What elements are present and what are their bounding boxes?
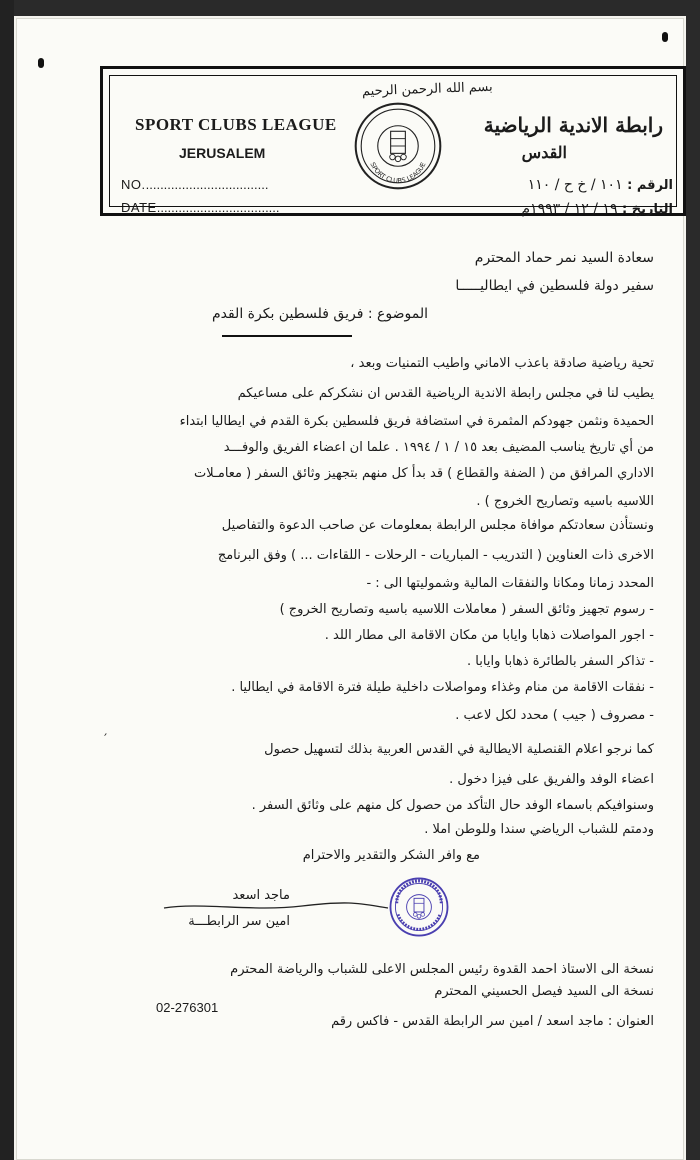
fax-number: 02-276301 [156, 1000, 219, 1015]
reference-field-arabic: الرقم : ١٠١ / خ ح / ١١٠ [527, 177, 673, 193]
org-city-arabic: القدس [521, 143, 567, 162]
expense-list-item: - رسوم تجهيز وثائق السفر ( معاملات اللاسيه باسيه وتصاريح الخروج ) [279, 602, 654, 617]
scan-border-right [686, 0, 700, 1160]
number-label: NO. [121, 177, 146, 192]
signatory-title: امين سر الرابطـــة [188, 914, 290, 929]
copy-recipient-line: نسخة الى السيد فيصل الحسيني المحترم [434, 984, 654, 999]
greeting-line: تحية رياضية صادقة باعذب الاماني واطيب التمنيات وبعد ، [350, 356, 654, 371]
expense-list-item: - نفقات الاقامة من منام وغذاء ومواصلات داخلية طيلة فترة الاقامة في ايطاليا . [231, 680, 654, 695]
date-field [121, 200, 280, 215]
body-text-line: كما نرجو اعلام القنصلية الايطالية في القدس العربية بذلك لتسهيل حصول [264, 742, 654, 757]
league-stamp-icon [388, 876, 450, 938]
expense-list-item: - مصروف ( جيب ) محدد لكل لاعب . [455, 708, 654, 723]
recipient-title: سفير دولة فلسطين في ايطاليـــــا [455, 278, 654, 294]
body-text-line: من أي تاريخ يناسب المضيف بعد ١٥ / ١ / ١٩٩٤ . علما ان اعضاء الفريق والوفـــد [223, 440, 654, 455]
subject-line: الموضوع : فريق فلسطين بكرة القدم [211, 306, 428, 322]
punch-mark [38, 58, 44, 68]
body-text-line: اعضاء الوفد والفريق على فيزا دخول . [449, 772, 654, 787]
signatory-name: ماجد اسعد [232, 888, 290, 903]
seal-text: SPORT CLUBS LEAGUE [368, 161, 428, 185]
body-text-line: وسنوافيكم باسماء الوفد حال التأكد من حصول كل منهم على وثائق السفر . [251, 798, 654, 813]
date-field-arabic: التاريخ : ١٩ / ١٢ / ١٩٩٣م [521, 201, 673, 217]
reference-label: الرقم [636, 178, 673, 193]
body-text-line: المحدد زمانا ومكانا والنفقات المالية وشموليتها الى : - [366, 576, 654, 591]
closing-line: مع وافر الشكر والتقدير والاحترام [302, 848, 480, 863]
league-seal-icon [352, 100, 444, 192]
date-label-arabic: التاريخ [631, 202, 673, 217]
body-text-line: اللاسيه باسيه وتصاريح الخروج ) . [476, 494, 654, 509]
svg-text:SPORT CLUBS LEAGUE [368, 161, 427, 185]
body-text-line: ودمتم للشباب الرياضي سندا وللوطن املا . [424, 822, 654, 837]
subject-underline [222, 335, 352, 337]
org-name-english: SPORT CLUBS LEAGUE [135, 115, 337, 134]
expense-list-item: - اجور المواصلات ذهابا وايابا من مكان الاقامة الى مطار اللد . [324, 628, 654, 643]
recipient-name: سعادة السيد نمر حماد المحترم [474, 250, 654, 266]
date-value-arabic: ١٩ / ١٢ / ١٩٩٣م [521, 201, 618, 217]
org-city-english: JERUSALEM [179, 145, 266, 161]
copy-recipient-line: نسخة الى الاستاذ احمد القدوة رئيس المجلس الاعلى للشباب والرياضة المحترم [230, 962, 654, 977]
date-dots: .................................. [156, 200, 280, 215]
number-dots: .................................. [145, 177, 269, 192]
body-text-line: الاداري المرافق من ( الضفة والقطاع ) قد بدأ كل منهم بتجهيز وثائق السفر ( معامـلات [194, 466, 654, 481]
body-text-line: الاخرى ذات العناوين ( التدريب - المباريات - الرحلات - اللقاءات ... ) وفق البرنامج [217, 548, 654, 563]
scan-border-top [0, 0, 700, 16]
body-text-line: الحميدة ونثمن جهودكم المثمرة في استضافة فريق فلسطين بكرة القدم في ايطاليا ابتداء [179, 414, 654, 429]
address-line: العنوان : ماجد اسعد / امين سر الرابطة القدس - فاكس رقم [331, 1014, 654, 1029]
scan-border-left [0, 0, 14, 1160]
reference-value: ١٠١ / خ ح / ١١٠ [527, 177, 623, 193]
basmala-calligraphy: بسم الله الرحمن الرحيم [361, 79, 493, 100]
org-name-arabic: رابطة الاندية الرياضية [483, 113, 663, 137]
body-text-line: يطيب لنا في مجلس رابطة الاندية الرياضية القدس ان نشكركم على مساعيكم [237, 386, 654, 401]
expense-list-item: - تذاكر السفر بالطائرة ذهابا وايابا . [467, 654, 654, 669]
number-field [121, 177, 268, 192]
date-label: DATE [121, 200, 157, 215]
punch-mark [662, 32, 668, 42]
body-text-line: ونستأذن سعادتكم موافاة مجلس الرابطة بمعلومات عن صاحب الدعوة والتفاصيل [221, 518, 654, 533]
margin-mark: ′ [104, 732, 108, 748]
